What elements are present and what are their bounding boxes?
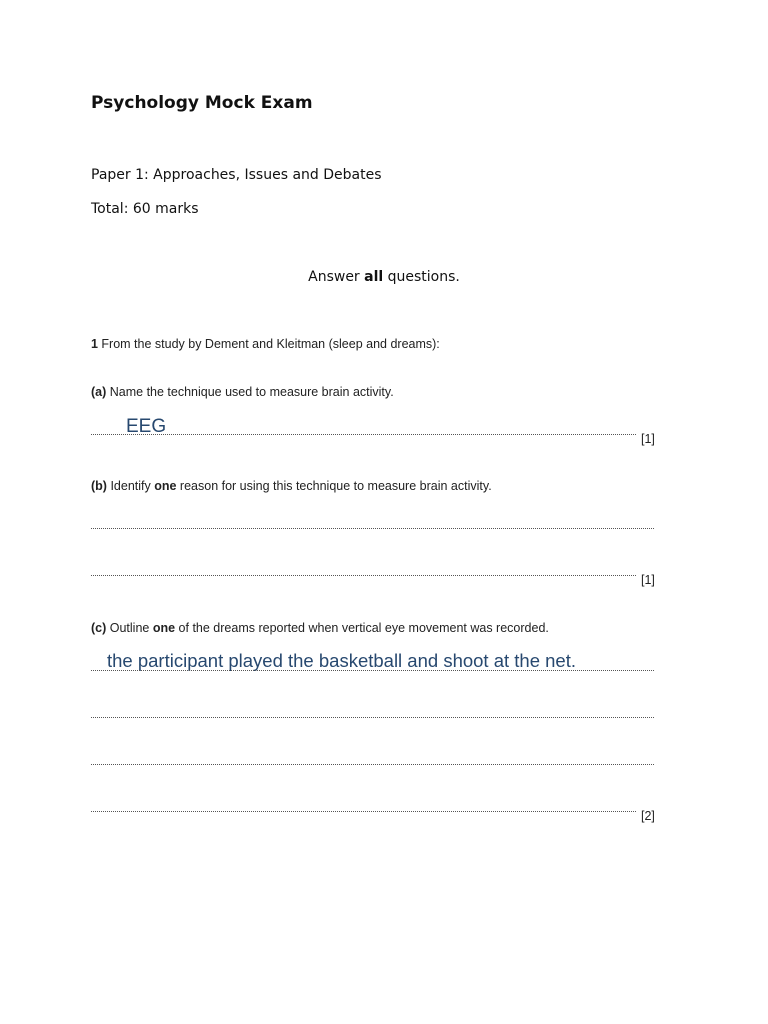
answer-line — [91, 764, 654, 765]
answer-line — [91, 717, 654, 718]
answer-1a: EEG — [126, 416, 167, 437]
question-stem-text: From the study by Dement and Kleitman (sleep and dreams): — [97, 337, 440, 351]
part-emphasis: one — [152, 621, 176, 635]
part-label: (a) — [91, 385, 107, 399]
marks-1b: [1] — [641, 573, 655, 587]
question-1a — [91, 385, 394, 399]
part-label: (b) — [91, 479, 107, 493]
question-1b — [91, 479, 492, 493]
part-text-after: reason for using this technique to measure brain activity. — [176, 479, 492, 493]
part-text-before: Outline — [106, 621, 153, 635]
instruction-before: Answer — [308, 269, 365, 285]
instruction-emphasis: all — [364, 269, 384, 285]
answer-line — [91, 434, 636, 435]
instruction — [0, 269, 768, 285]
part-label: (c) — [91, 621, 107, 635]
marks-1c: [2] — [641, 809, 655, 823]
total-marks: Total: 60 marks — [91, 201, 199, 217]
answer-line — [91, 575, 636, 576]
part-text-after: of the dreams reported when vertical eye movement was recorded. — [175, 621, 549, 635]
part-text-before: Identify — [106, 479, 155, 493]
part-text: Name the technique used to measure brain activity. — [106, 385, 394, 399]
question-number: 1 — [91, 337, 98, 351]
question-1-stem — [91, 337, 440, 351]
marks-1a: [1] — [641, 432, 655, 446]
answer-1c: the participant played the basketball and shoot at the net. — [107, 650, 576, 671]
question-1c — [91, 621, 549, 635]
answer-line — [91, 811, 636, 812]
answer-line — [91, 670, 654, 671]
paper-title: Paper 1: Approaches, Issues and Debates — [91, 167, 382, 183]
answer-line — [91, 528, 654, 529]
part-emphasis: one — [154, 479, 177, 493]
exam-title: Psychology Mock Exam — [91, 93, 313, 113]
instruction-after: questions. — [383, 269, 460, 285]
